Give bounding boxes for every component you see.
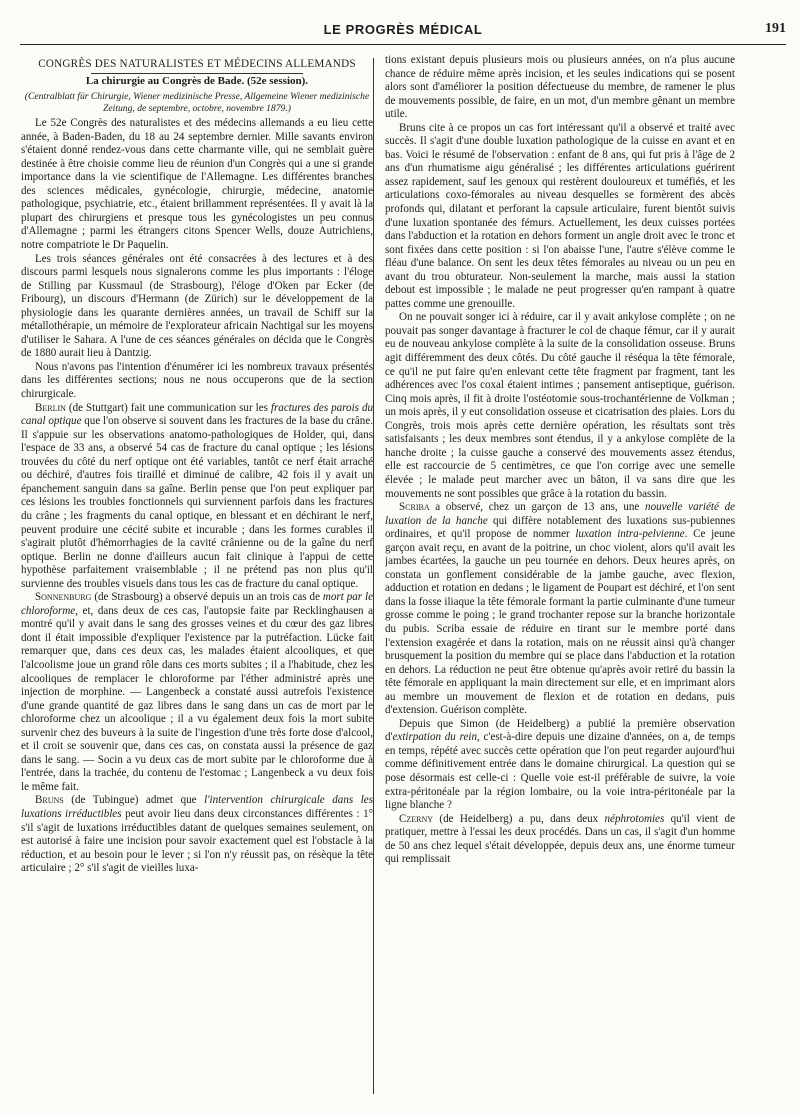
paragraph-scriba: Scriba a observé, chez un garçon de 13 ans, une nouvelle variété de luxation de la hanche qui diffère notablement des luxations sus-pubiennes ordinaires, et qu'il propose de nommer luxation intra-pelvienne. Ce jeune garçon avait reçu, en avant de la poitrine, un choc violent, alors qu'il avait les jambes écartées, la gauche un peu tournée en dehors. Deux heures après, on constata un gonflement considérable de la jambe gauche, avec flexion, adduction et rotation en dedans ; le ligament de Poupart est déchiré, et l'on sent dans la fosse iliaque la tête fémorale formant la partie culminante d'une tumeur grosse comme le poing ; le grand trochanter repose sur la branche horizontale du pubis. Scriba essaie de réduire en tirant sur le membre porté dans l'extension exagérée et dans la rotation, mais on ne réussit ainsi qu'à changer brusquement la position du membre qui se place dans l'abduction et la rotation en dehors. La réduction ne peut être obtenue qu'après avoir retiré du bassin la tête fémorale en appliquant la main directement sur elle, et en imprimant alors au membre un mouvement de flexion et de rotation en dedans, puis d'extension. Guérison complète. xyxy=(385,501,735,717)
journal-title: LE PROGRÈS MÉDICAL xyxy=(323,22,483,37)
left-column xyxy=(21,56,373,1096)
running-header xyxy=(20,22,786,45)
topic-emphasis: extirpation du rein xyxy=(392,731,477,744)
right-column xyxy=(385,54,735,1094)
author-name: Bruns xyxy=(35,794,64,807)
paragraph-berlin: Berlin (de Stuttgart) fait une communication sur les fractures des parois du canal optique que l'on observe si souvent dans les fractures de la base du crâne. Il s'appuie sur les observations anatomo-pathologiques de Holder, qui, dans l'espace de 33 ans, a observé 54 cas de fracture du canal optique ; les lésions trouvées du côté du nerf optique ont été variables, tantôt ce nerf était arraché ou déchiré, d'autres fois tiraillé et diminué de calibre, 42 fois il y avait un épanchement sanguin dans sa gaîne. Berlin pense que l'on peut expliquer par ces lésions les troubles fonctionnels qui surviennent parfois dans les fractures du crâne ; les fragments du canal optique, en blessant et en déchirant le nerf, peuvent produire une cécité subite et incurable ; dans les formes curables il s'agirait plutôt d'hémorrhagies de la cavité crânienne ou de la gaîne du nerf optique. Berlin ne donne d'ailleurs aucun fait clinique à l'appui de cette hypothèse parfaitement vraisemblable ; il ne prétend pas non plus qu'il survienne des troubles visuels dans tous les cas de fracture du canal optique. xyxy=(21,401,373,590)
paragraph-sonnenburg: Sonnenburg (de Strasbourg) a observé depuis un an trois cas de mort par le chloroforme, et, dans deux de ces cas, l'autopsie faite par Recklinghausen a montré qu'il y avait dans le sang des grosses veines et du cœur des gaz libres dont il était impossible d'expliquer l'existence par la putréfaction. Lücke fait remarquer que, dans ces deux cas, les malades étaient alcooliques, et que l'alcoolisme joue un grand rôle dans ces morts subites ; il a l'habitude, chez les alcooliques de remplacer le chloroforme par l'éther administré après une injection de morphine. — Langenbeck a constaté aussi autrefois l'existence d'une grande quantité de gaz libres dans le sang dans un cas de mort par le chloroforme chez un alcoolique ; il a vu également deux fois la mort subite survenir chez des buveurs à la suite de l'ingestion d'une très forte dose d'alcool, et il croit se souvenir que, dans ces cas, on constata aussi la présence de gaz dans le sang. — Socin a vu deux cas de mort subite par le chloroforme due à l'entrée, dans la trachée, du contenu de l'estomac ; Langenbeck a vu deux fois le même fait. xyxy=(21,591,373,793)
section-title: CONGRÈS DES NATURALISTES ET MÉDECINS ALLEMANDS xyxy=(21,58,373,74)
paragraph-treatment: On ne pouvait songer ici à réduire, car il y avait ankylose complète ; on ne pouvait pas songer davantage à fracturer le col de chaque fémur, car il y aurait eu de nouveau ankylose complète à la suite de la consolidation osseuse. Bruns agit différemment des deux côtés. Du côté gauche il réséqua la tête fémorale, ce qu'il ne put faire qu'en enlevant cette tête fragment par fragment, tant les adhérences avec l'os coxal étaient intimes ; pansement antiseptique, guérison. Cinq mois après, il fit à droite l'ostéotomie sous-trochantérienne de Volkman ; un mois après, il y eut consolidation osseuse et cicatrisation des plaies. Lors du Congrès, trois mois après cette dernière opération, les résultats sont très satisfaisants ; les deux membres sont étendus, il y a ankylose complète de la hanche droite ; la cuisse gauche a conservé des mouvements assez étendus, elle est raccourcie de 5 centimètres, ce que l'on corrige avec une semelle élevée ; le malade peut marcher avec un bâton, il va sans dire que les mouvements ne sont possibles que grâce à la rotation du bassin. xyxy=(385,311,735,500)
paragraph-seances: Les trois séances générales ont été consacrées à des lectures et à des discours parmi lesquels nous signalerons comme les plus importants : l'éloge de Stilling par Kussmaul (de Strasbourg), l'éloge d'Oken par Ecker (de Fribourg), un discours d'Hermann (de Zürich) sur le développement de la physiologie dans les quarante dernières années, un travail de Schiff sur la métallothérapie, un mémoire de l'explorateur africain Nachtigal sur les moyens d'utiliser le Sahara. A l'une de ces séances générales on décida que le Congrès de 1880 aurait lieu à Dantzig. xyxy=(21,252,373,360)
column-divider xyxy=(373,58,374,1094)
paragraph-intro: Le 52e Congrès des naturalistes et des médecins allemands a eu lieu cette année, à Baden-Baden, du 18 au 24 septembre dernier. Mille savants environ s'étaient donné rendez-vous dans cette charmante ville, qui ne semblait guère destinée à être choisie comme lieu de réunion d'un Congrès qui a une si grande importance dans la vie scientifique de l'Allemagne. Les différentes branches des sciences médicales, gynécologie, chirurgie, médecine, anatomie pathologique, psychiatrie, etc., étaient brillamment représentées. Il y avait là la plupart des chirurgiens et presque tous les gynécologistes un peu connus d'Allemagne ; parmi les étrangers citons Spencer Wells, douze Autrichiens, notre compatriote le Dr Paquelin. xyxy=(21,117,373,252)
topic-emphasis: mort par le chloroforme xyxy=(21,591,373,617)
topic-emphasis: l'intervention chirurgicale dans les luxations irréductibles xyxy=(21,794,373,820)
paragraph-section: Nous n'avons pas l'intention d'énumérer ici les nombreux travaux présentés dans les différentes sections; nous ne nous occuperons que de la section chirurgicale. xyxy=(21,360,373,401)
author-name: Scriba xyxy=(399,501,430,514)
topic-emphasis: luxation intra-pelvienne xyxy=(575,528,685,541)
page-number: 191 xyxy=(765,21,786,36)
paragraph-bruns-case: Bruns cite à ce propos un cas fort intéressant qu'il a observé et traité avec succès. Il s'agit d'une double luxation pathologique de la cuisse en avant et en bas. Voici le résumé de l'observation : enfant de 8 ans, qui fut pris à l'âge de 2 ans d'un rhumatisme aigu généralisé ; les différentes articulations guérirent assez rapidement, sauf les genoux qui restèrent douloureux et tuméfiés, et les articulations coxo-fémorales au niveau desquelles se formèrent des abcès profonds qui, dilatant et perforant la capsule articulaire, furent bientôt suivis d'une luxation spontanée des fémurs. Actuellement, les deux cuisses portées dans l'abduction et la rotation en dehors forment un angle droit avec le tronc et sont fixées dans cette position : si l'on abaisse l'une, l'autre s'élève comme le fléau d'une balance. On sent les deux têtes fémorales au niveau ou un peu en avant du trou obturateur. Non-seulement la marche, mais aussi la station debout est impossible ; le malade ne peut progresser qu'en rampant à quatre pattes comme une grenouille. xyxy=(385,121,735,310)
paragraph-bruns: Bruns (de Tubingue) admet que l'intervention chirurgicale dans les luxations irréductibles peut avoir lieu dans deux circonstances différentes : 1° s'il s'agit de luxations irréductibles datant de quelques semaines seulement, on est autorisé à faire une incision pour savoir exactement quel est l'obstacle à la réduction, et au besoin pour le lever ; si l'on n'y réussit pas, on résèque la tête articulaire ; 2° s'il s'agit de vieilles luxa- xyxy=(21,794,373,875)
topic-emphasis: fractures des parois du canal optique xyxy=(21,401,373,428)
author-name: Berlin xyxy=(35,401,66,414)
paragraph-czerny: Czerny (de Heidelberg) a pu, dans deux néphrotomies qu'il vient de pratiquer, mettre à l'essai les deux procédés. Dans un cas, il s'agit d'un homme de 50 ans chez lequel s'était développée, depuis deux ans, une énorme tumeur qui remplissait xyxy=(385,812,735,866)
article-subtitle: La chirurgie au Congrès de Bade. (52e session). xyxy=(85,74,309,87)
topic-emphasis: nouvelle variété de luxation de la hanche xyxy=(385,501,735,527)
topic-emphasis: néphrotomies xyxy=(604,812,665,825)
article-source: (Centralblatt für Chirurgie, Wiener medizinische Presse, Allgemeine Wiener medizinische Zeitung, de septembre, octobre, novembre 1879.) xyxy=(24,91,370,114)
paragraph-continued: tions existant depuis plusieurs mois ou plusieurs années, on n'a plus aucune chance de réduire même après incision, et les seules indications qui se posent alors sont d'améliorer la position défectueuse du membre, de ramener le plus de mouvements possible, de faire, en un mot, d'un membre gênant un membre utile. xyxy=(385,54,735,121)
author-name: Czerny xyxy=(399,812,434,825)
paragraph-simon: Depuis que Simon (de Heidelberg) a publié la première observation d'extirpation du rein, c'est-à-dire depuis une dizaine d'années, on a, de temps en temps, répété avec succès cette opération que l'on peut regarder aujourd'hui comme définitivement entrée dans le domaine chirurgical. La question qui se pose désormais est celle-ci : Quelle voie est-il préférable de suivre, la voie extra-péritonéale par la région lombaire, ou la voie intra-péritonéale par la ligne blanche ? xyxy=(385,717,735,812)
author-name: Sonnenburg xyxy=(35,591,92,604)
